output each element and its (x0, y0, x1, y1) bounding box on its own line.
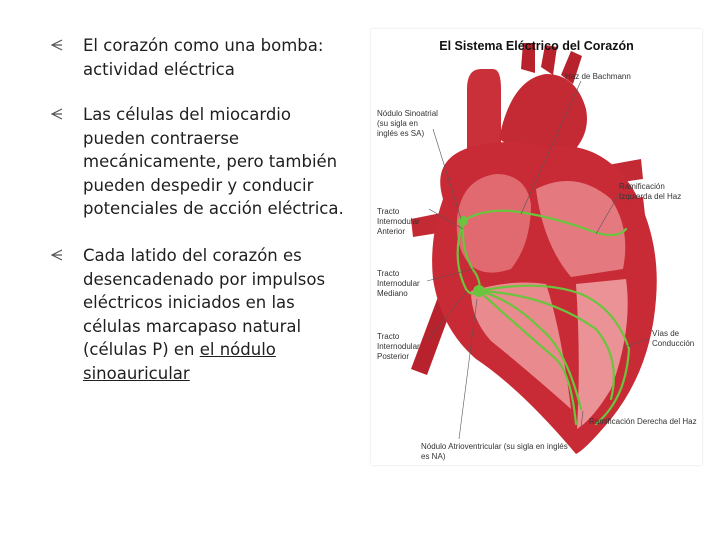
arrow-bullet-icon (50, 248, 64, 262)
heart-illustration (371, 29, 702, 465)
conduction-pathways-label: Vías de Conducción (652, 329, 695, 348)
av-node-label: Nódulo Atrioventricular (su sigla en inglés es NA) (421, 442, 568, 461)
left-bundle-branch-label: Ramificación Izquierda del Haz (619, 182, 682, 201)
sinoatrial-node-link[interactable]: el nódulo sinoauricular (83, 340, 276, 383)
heart-electrical-system-figure (371, 29, 702, 465)
right-bundle-branch-label: Ramificación Derecha del Haz (589, 417, 697, 426)
posterior-tract-label: Tracto Internodular Posterior (377, 332, 420, 361)
bullet-text (83, 244, 353, 385)
figure-title: El Sistema Eléctrico del Corazón (439, 39, 634, 53)
bullet-text: El corazón como una bomba: actividad eléctrica (83, 36, 324, 79)
bullet-text-start: Cada latido del corazón es desencadenado por impulsos eléctricos iniciados en las células marcapaso natural (células P) en (83, 246, 326, 359)
arrow-bullet-icon (50, 107, 64, 121)
arrow-bullet-icon (50, 38, 64, 52)
anterior-tract-label: Tracto Internodular Anterior (377, 207, 420, 236)
sa-node-label: Nódulo Sinoatrial (su sigla en inglés es SA) (377, 109, 438, 138)
bachmann-bundle-label: Haz de Bachmann (565, 72, 631, 81)
middle-tract-label: Tracto Internodular Mediano (377, 269, 420, 298)
bullet-text: Las células del miocardio pueden contraerse mecánicamente, pero también pueden despedir y conducir potenciales de acción eléctrica. (83, 105, 344, 218)
